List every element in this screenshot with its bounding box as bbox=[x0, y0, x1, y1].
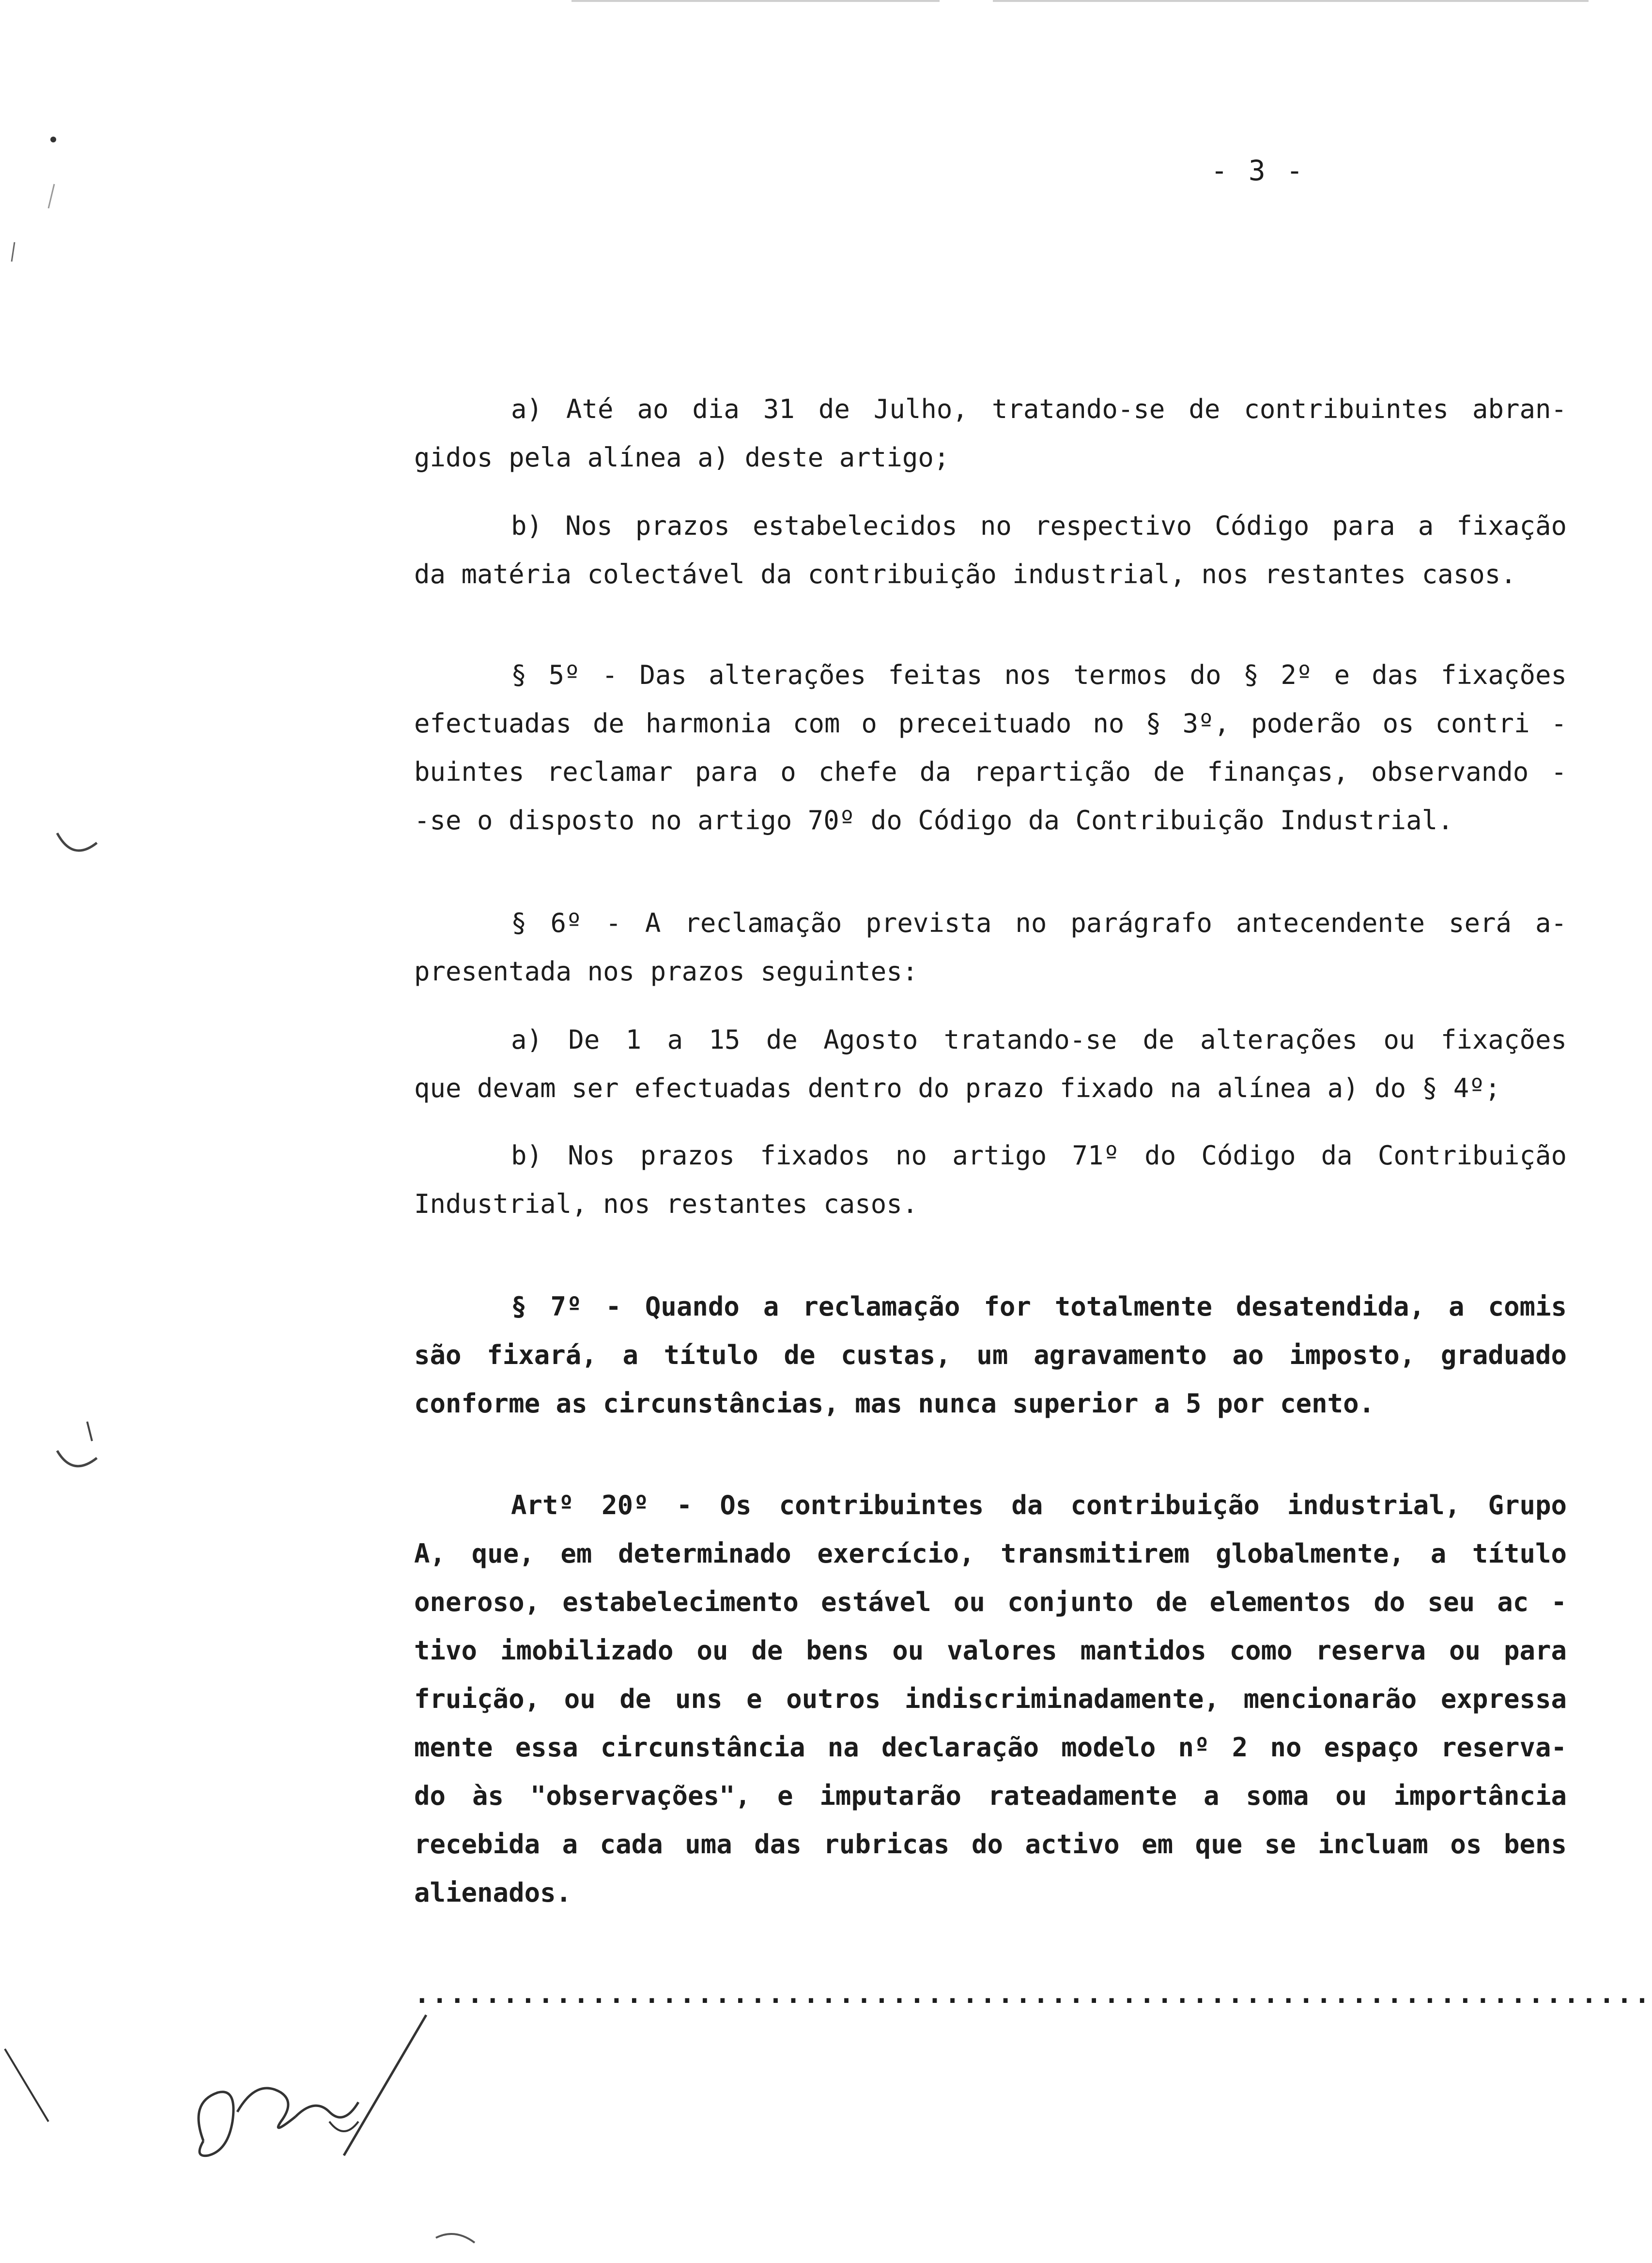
paragraph-article-20 bbox=[414, 1481, 1567, 1917]
dotted-separator: ...................................................................... bbox=[414, 1979, 1652, 2009]
scan-mark bbox=[12, 242, 15, 262]
text-line: § 5º - Das alterações feitas nos termos do § 2º e das fixações bbox=[511, 660, 1567, 690]
paragraph-section-5 bbox=[414, 651, 1567, 845]
text-line: do às "observações", e imputarão rateadamente a soma ou importância bbox=[414, 1781, 1567, 1811]
text-line: são fixará, a título de custas, um agravamento ao imposto, graduado bbox=[414, 1340, 1567, 1370]
scan-mark bbox=[87, 1422, 92, 1441]
text-line: da matéria colectável da contribuição industrial, nos restantes casos. bbox=[414, 559, 1516, 589]
text-line: Artº 20º - Os contribuintes da contribuição industrial, Grupo bbox=[511, 1490, 1567, 1520]
text-line: efectuadas de harmonia com o preceituado no § 3º, poderão os contri - bbox=[414, 708, 1567, 739]
text-line: alienados. bbox=[414, 1877, 572, 1908]
scan-mark bbox=[48, 184, 54, 208]
text-line: oneroso, estabelecimento estável ou conjunto de elementos do seu ac - bbox=[414, 1587, 1567, 1617]
text-line: a) Até ao dia 31 de Julho, tratando-se de contribuintes abran- bbox=[511, 394, 1567, 424]
binding-hole-mark bbox=[57, 833, 97, 851]
binding-hole-mark bbox=[57, 1451, 97, 1466]
punch-dot-mark bbox=[50, 137, 56, 142]
text-line: § 6º - A reclamação prevista no parágrafo antecendente será a- bbox=[511, 908, 1567, 938]
text-line: mente essa circunstância na declaração modelo nº 2 no espaço reserva- bbox=[414, 1732, 1567, 1763]
scan-mark bbox=[431, 2228, 489, 2257]
paragraph-section-6 bbox=[414, 899, 1567, 996]
scan-mark bbox=[5, 2049, 48, 2122]
text-line: fruição, ou de uns e outros indiscriminadamente, mencionarão expressa bbox=[414, 1684, 1567, 1714]
text-line: Industrial, nos restantes casos. bbox=[414, 1189, 918, 1219]
text-line: -se o disposto no artigo 70º do Código da Contribuição Industrial. bbox=[414, 805, 1453, 836]
text-line: conforme as circunstâncias, mas nunca superior a 5 por cento. bbox=[414, 1388, 1375, 1419]
paragraph-alinea-b bbox=[414, 502, 1567, 599]
text-line: a) De 1 a 15 de Agosto tratando-se de alterações ou fixações bbox=[511, 1024, 1567, 1055]
text-line: buintes reclamar para o chefe da repartição de finanças, observando - bbox=[414, 757, 1567, 787]
paragraph-section-7 bbox=[414, 1283, 1567, 1428]
page-number: - 3 - bbox=[1211, 154, 1305, 187]
text-line: tivo imobilizado ou de bens ou valores mantidos como reserva ou para bbox=[414, 1635, 1567, 1666]
text-line: b) Nos prazos estabelecidos no respectivo Código para a fixação bbox=[511, 511, 1567, 541]
text-line: b) Nos prazos fixados no artigo 71º do Código da Contribuição bbox=[511, 1140, 1567, 1171]
paragraph-alinea-a bbox=[414, 385, 1567, 482]
paragraph-section-6-alinea-b bbox=[414, 1132, 1567, 1228]
paragraph-section-6-alinea-a bbox=[414, 1016, 1567, 1113]
scan-edge-line bbox=[571, 0, 940, 2]
scan-edge-line bbox=[993, 0, 1589, 2]
text-line: presentada nos prazos seguintes: bbox=[414, 956, 918, 987]
text-line: que devam ser efectuadas dentro do prazo fixado na alínea a) do § 4º; bbox=[414, 1073, 1501, 1103]
margin-marks bbox=[0, 0, 155, 2263]
handwritten-initials bbox=[184, 1996, 436, 2189]
text-line: gidos pela alínea a) deste artigo; bbox=[414, 442, 950, 473]
text-line: recebida a cada uma das rubricas do activo em que se incluam os bens bbox=[414, 1829, 1567, 1860]
text-line: A, que, em determinado exercício, transmitirem globalmente, a título bbox=[414, 1538, 1567, 1569]
text-line: § 7º - Quando a reclamação for totalmente desatendida, a comis bbox=[511, 1291, 1567, 1322]
